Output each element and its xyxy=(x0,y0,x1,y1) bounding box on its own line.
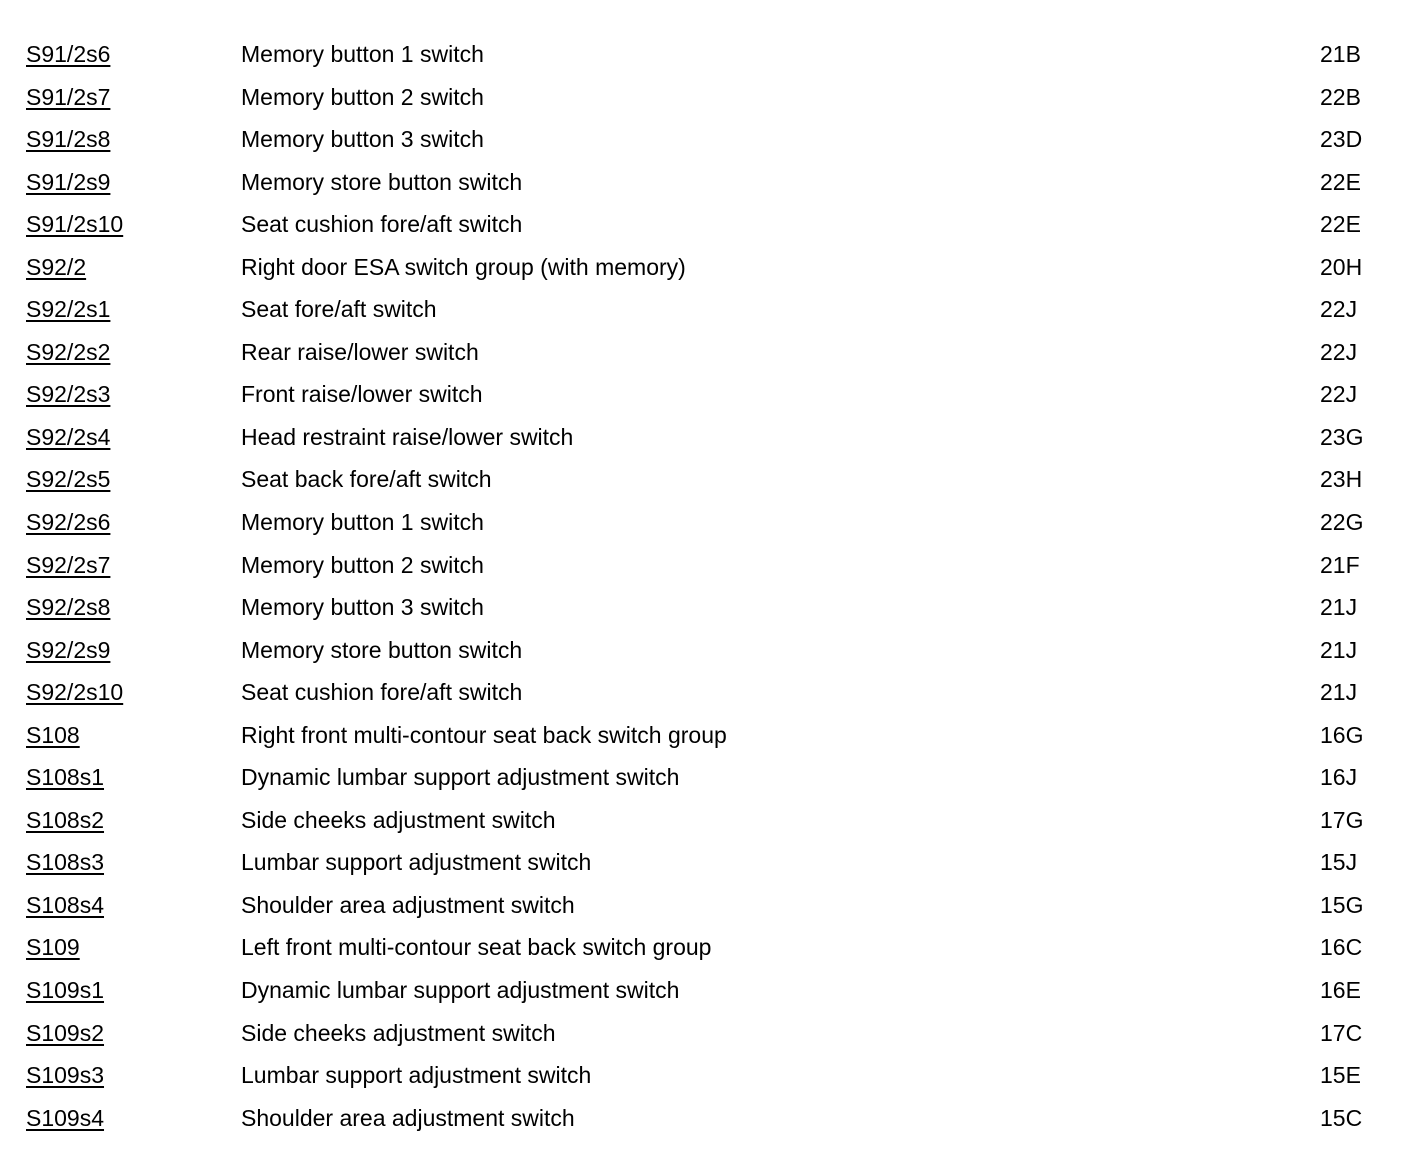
list-item xyxy=(0,629,1408,672)
grid-location: 22B xyxy=(1320,83,1361,110)
component-code-link[interactable]: S91/2s7 xyxy=(26,83,111,110)
component-description: Memory store button switch xyxy=(241,168,523,195)
grid-location: 21J xyxy=(1320,679,1358,706)
component-code-link[interactable]: S92/2s2 xyxy=(26,338,111,365)
grid-location: 16E xyxy=(1320,977,1361,1004)
list-item xyxy=(0,714,1408,757)
list-item xyxy=(0,203,1408,246)
grid-location: 22J xyxy=(1320,381,1358,408)
grid-location: 22E xyxy=(1320,211,1361,238)
list-item xyxy=(0,501,1408,544)
component-code-link[interactable]: S109s4 xyxy=(26,1104,105,1131)
list-item xyxy=(0,544,1408,587)
component-code-link[interactable]: S109s1 xyxy=(26,977,105,1004)
component-description: Seat cushion fore/aft switch xyxy=(241,679,523,706)
component-description: Seat fore/aft switch xyxy=(241,296,437,323)
component-description: Left front multi-contour seat back switch group xyxy=(241,934,712,961)
component-description: Memory button 3 switch xyxy=(241,594,484,621)
component-code-link[interactable]: S91/2s8 xyxy=(26,126,111,153)
component-description: Right door ESA switch group (with memory) xyxy=(241,253,686,280)
grid-location: 21J xyxy=(1320,636,1358,663)
grid-location: 21J xyxy=(1320,594,1358,621)
component-description: Shoulder area adjustment switch xyxy=(241,1104,575,1131)
grid-location: 16J xyxy=(1320,764,1358,791)
component-description: Shoulder area adjustment switch xyxy=(241,891,575,918)
list-item xyxy=(0,458,1408,501)
list-item xyxy=(0,76,1408,119)
component-list xyxy=(0,33,1408,1139)
component-code-link[interactable]: S108s4 xyxy=(26,891,105,918)
list-item xyxy=(0,1054,1408,1097)
grid-location: 22G xyxy=(1320,509,1364,536)
grid-location: 15E xyxy=(1320,1062,1361,1089)
grid-location: 21B xyxy=(1320,41,1361,67)
list-item xyxy=(0,331,1408,374)
component-description: Right front multi-contour seat back switch group xyxy=(241,721,727,748)
component-description: Dynamic lumbar support adjustment switch xyxy=(241,977,680,1004)
component-description: Lumbar support adjustment switch xyxy=(241,849,592,876)
grid-location: 17C xyxy=(1320,1019,1363,1046)
grid-location: 20H xyxy=(1320,253,1363,280)
grid-location: 15J xyxy=(1320,849,1358,876)
list-item xyxy=(0,288,1408,331)
list-item xyxy=(0,33,1408,76)
component-description: Memory button 1 switch xyxy=(241,509,484,536)
component-description: Memory button 1 switch xyxy=(241,41,484,67)
component-code-link[interactable]: S92/2s9 xyxy=(26,636,111,663)
grid-location: 22J xyxy=(1320,296,1358,323)
grid-location: 17G xyxy=(1320,806,1364,833)
grid-location: 22J xyxy=(1320,338,1358,365)
component-code-link[interactable]: S109s3 xyxy=(26,1062,105,1089)
grid-location: 23H xyxy=(1320,466,1363,493)
grid-location: 23D xyxy=(1320,126,1363,153)
list-item xyxy=(0,1097,1408,1140)
component-code-link[interactable]: S108s3 xyxy=(26,849,105,876)
component-code-link[interactable]: S108s2 xyxy=(26,806,105,833)
grid-location: 21F xyxy=(1320,551,1360,578)
grid-location: 16G xyxy=(1320,721,1364,748)
grid-location: 22E xyxy=(1320,168,1361,195)
grid-location: 15G xyxy=(1320,891,1364,918)
component-code-link[interactable]: S108 xyxy=(26,721,80,748)
component-description: Rear raise/lower switch xyxy=(241,338,479,365)
component-code-link[interactable]: S92/2s10 xyxy=(26,679,124,706)
component-code-link[interactable]: S92/2s8 xyxy=(26,594,111,621)
component-code-link[interactable]: S92/2s5 xyxy=(26,466,111,493)
component-code-link[interactable]: S92/2s6 xyxy=(26,509,111,536)
list-item xyxy=(0,841,1408,884)
component-description: Memory store button switch xyxy=(241,636,523,663)
component-description: Memory button 2 switch xyxy=(241,551,484,578)
list-item xyxy=(0,1012,1408,1055)
list-item xyxy=(0,586,1408,629)
component-description: Lumbar support adjustment switch xyxy=(241,1062,592,1089)
component-code-link[interactable]: S92/2s4 xyxy=(26,423,111,450)
component-code-link[interactable]: S92/2s3 xyxy=(26,381,111,408)
list-item xyxy=(0,799,1408,842)
list-item xyxy=(0,373,1408,416)
list-item xyxy=(0,161,1408,204)
list-item xyxy=(0,926,1408,969)
component-description: Side cheeks adjustment switch xyxy=(241,1019,556,1046)
component-code-link[interactable]: S108s1 xyxy=(26,764,105,791)
grid-location: 23G xyxy=(1320,423,1364,450)
component-description: Memory button 2 switch xyxy=(241,83,484,110)
component-description: Head restraint raise/lower switch xyxy=(241,423,574,450)
list-item xyxy=(0,884,1408,927)
list-item xyxy=(0,969,1408,1012)
component-description: Seat back fore/aft switch xyxy=(241,466,492,493)
grid-location: 15C xyxy=(1320,1104,1363,1131)
component-description: Side cheeks adjustment switch xyxy=(241,806,556,833)
list-item xyxy=(0,671,1408,714)
grid-location: 16C xyxy=(1320,934,1363,961)
component-code-link[interactable]: S91/2s9 xyxy=(26,168,111,195)
component-description: Front raise/lower switch xyxy=(241,381,483,408)
list-item xyxy=(0,246,1408,289)
component-code-link[interactable]: S109s2 xyxy=(26,1019,105,1046)
component-code-link[interactable]: S91/2s6 xyxy=(26,41,111,67)
list-item xyxy=(0,416,1408,459)
component-code-link[interactable]: S92/2 xyxy=(26,253,87,280)
list-item xyxy=(0,118,1408,161)
component-description: Dynamic lumbar support adjustment switch xyxy=(241,764,680,791)
component-description: Memory button 3 switch xyxy=(241,126,484,153)
component-description: Seat cushion fore/aft switch xyxy=(241,211,523,238)
component-code-link[interactable]: S109 xyxy=(26,934,80,961)
component-code-link[interactable]: S92/2s7 xyxy=(26,551,111,578)
list-item xyxy=(0,756,1408,799)
component-code-link[interactable]: S91/2s10 xyxy=(26,211,124,238)
component-code-link[interactable]: S92/2s1 xyxy=(26,296,111,323)
